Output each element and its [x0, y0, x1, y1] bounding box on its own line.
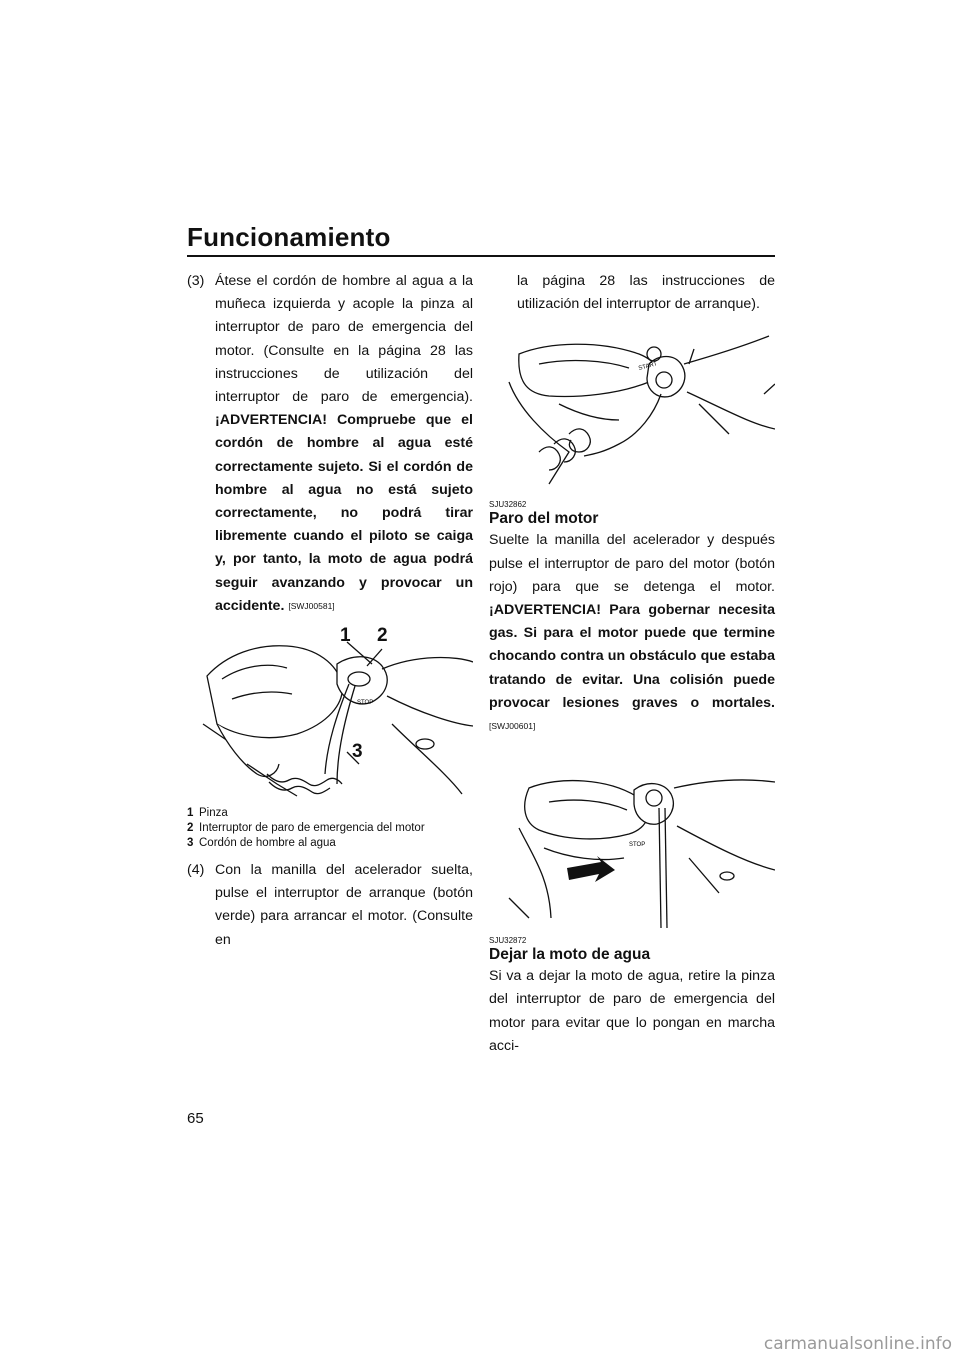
callout-1: 1 [340, 625, 351, 647]
callout-2: 2 [377, 625, 388, 647]
step-4-text: Con la manilla del acelerador suelta, pulse el interruptor de arranque (botón verde) para arrancar el motor. (Consulte en [215, 862, 473, 948]
caption-3: 3 Cordón de hombre al agua [187, 837, 336, 850]
section-2-heading: Dejar la moto de agua [489, 946, 651, 964]
caption-2: 2 Interruptor de paro de emergencia del motor [187, 822, 425, 835]
stop-label-fig1: STOP [357, 700, 374, 707]
page-title: Funcionamiento [187, 222, 391, 252]
section-1-heading: Paro del motor [489, 510, 599, 528]
page-number: 65 [187, 1110, 204, 1127]
figure-start-switch [489, 334, 775, 494]
figure-1-captions [187, 806, 473, 851]
step-3-body [215, 270, 473, 618]
site-watermark[interactable]: carmanualsonline.info [763, 1334, 952, 1354]
step-3-warning-code: [SWJ00581] [288, 600, 335, 611]
step-3-warning: ¡ADVERTENCIA! Compruebe que el cordón de hombre al agua esté correctamente sujeto. Si el cordón de hombre al agua no está sujeto correctamente, no podrá tirar libremente cuando el piloto se caiga y, por tanto, la moto de agua podrá seguir avanzando y provocar un accidente. [215, 412, 473, 614]
caption-1: 1 Pinza [187, 807, 228, 820]
wrist-lanyard-illustration [187, 624, 473, 802]
step-3-number: (3) [187, 273, 205, 289]
section-2-text: Si va a dejar la moto de agua, retire la pinza del interruptor de paro de emergencia del motor para evitar que lo pongan en marcha acci- [489, 968, 775, 1054]
step-3 [187, 270, 473, 618]
title-divider [187, 255, 775, 257]
callout-3: 3 [352, 741, 363, 763]
start-switch-illustration [489, 334, 775, 494]
step-4-continuation: la página 28 las instrucciones de utilización del interruptor de arranque). [517, 273, 775, 313]
right-column [489, 270, 775, 1058]
figure-stop-switch [489, 768, 775, 928]
section-1-warning-code: [SWJ00601] [489, 721, 536, 732]
step-3-text: Átese el cordón de hombre al agua a la muñeca izquierda y acople la pinza al interruptor de paro de emergencia del motor. (Consulte en la página 28 las instrucciones de utilización del interruptor de paro de emergencia). [215, 273, 473, 406]
section-1-text: Suelte la manilla del acelerador y después pulse el interruptor de paro del motor (botón rojo) para que se detenga el motor. [489, 532, 775, 595]
section-1-warning: ¡ADVERTENCIA! Para gobernar necesita gas. Si para el motor puede que termine chocando contra un obstáculo que estaba tratando de evitar. Una colisión puede provocar lesiones graves o mortales. [489, 602, 775, 711]
left-column [187, 270, 473, 952]
section-1-body [489, 529, 775, 738]
figure-wrist-lanyard [187, 624, 473, 802]
stop-switch-illustration [489, 768, 775, 928]
section-1-code: SJU32862 [489, 500, 527, 510]
step-4 [187, 859, 473, 952]
start-label: START [637, 361, 658, 373]
step-4-number: (4) [187, 862, 205, 879]
stop-label-fig3: STOP [629, 842, 646, 849]
section-2-code: SJU32872 [489, 936, 527, 946]
